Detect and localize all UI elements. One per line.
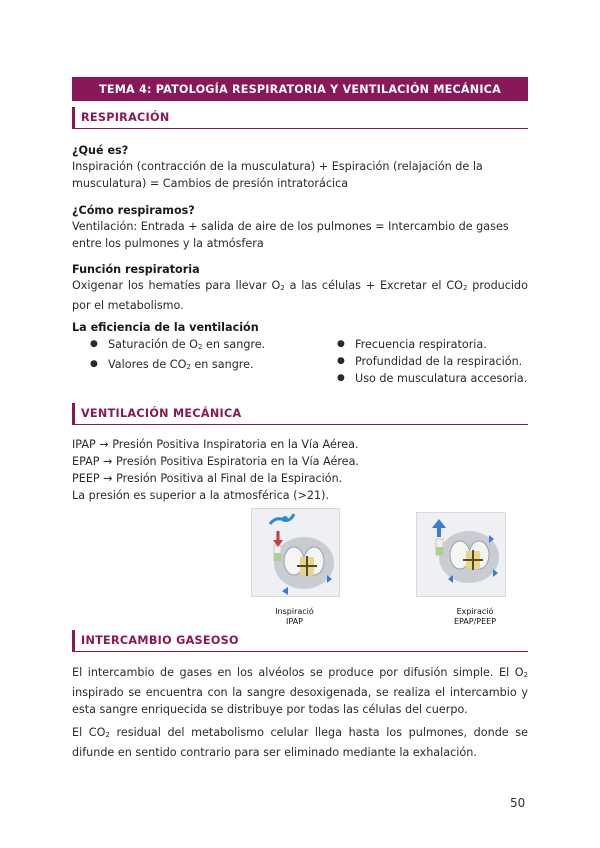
caption-line: EPAP/PEEP [453, 617, 497, 626]
paragraph-intercambio-2 [72, 724, 528, 761]
ventilacion-definitions [72, 436, 528, 504]
subtitle-funcion-respiratoria: Función respiratoria [72, 263, 200, 276]
list-item [90, 336, 320, 356]
text-run: Saturación de O [108, 338, 198, 351]
subtitle-que-es: ¿Qué es? [72, 144, 129, 157]
list-item: ● Profundidad de la respiración. [337, 353, 537, 370]
caption-line: IPAP [286, 617, 303, 626]
caption-expiration [440, 607, 510, 627]
caption-inspiration [251, 607, 338, 627]
subscript: 2 [523, 671, 528, 679]
list-item: ● Uso de musculatura accesoria. [337, 370, 537, 387]
page-number: 50 [510, 796, 526, 810]
subscript: 2 [198, 343, 203, 351]
list-item [90, 356, 320, 376]
paragraph-que-es: Inspiración (contracción de la musculatura) + Espiración (relajación de la musculatura) = Cambios de presión intratorácica [72, 160, 483, 190]
definition-line: PEEP → Presión Positiva al Final de la Espiración. [72, 472, 343, 485]
definition-line: La presión es superior a la atmosférica (>21). [72, 489, 330, 502]
caption-line: Inspiració [275, 607, 314, 616]
subscript: 2 [280, 284, 285, 292]
chapter-title: TEMA 4: PATOLOGÍA RESPIRATORIA Y VENTILACIÓN MECÁNICA [99, 82, 501, 96]
text-run: El intercambio de gases en los alvéolos se produce por difusión simple. El O [72, 666, 524, 679]
lung-expiration-icon [417, 513, 505, 596]
text-run: residual del metabolismo celular llega hasta los pulmones, donde se difunde en sentido contrario para ser eliminado mediante la exhalación. [72, 726, 528, 759]
section-heading-text: INTERCAMBIO GASEOSO [81, 634, 239, 647]
expiration-illustration [416, 512, 506, 597]
list-item: ● Frecuencia respiratoria. [337, 336, 537, 353]
text-run: producido por el metabolismo. [72, 279, 528, 312]
chapter-title-bar [72, 77, 528, 101]
text-run: El CO [72, 726, 106, 739]
subtitle-eficiencia: La eficiencia de la ventilación [72, 321, 259, 334]
text-run: en sangre. [202, 338, 266, 351]
definition-line: IPAP → Presión Positiva Inspiratoria en la Vía Aérea. [72, 438, 359, 451]
text-run: Valores de CO [108, 358, 187, 371]
subscript: 2 [462, 284, 468, 292]
subscript: 2 [186, 363, 191, 371]
text-run: en sangre. [190, 358, 254, 371]
lung-inspiration-icon [252, 509, 339, 596]
section-heading-respiracion [72, 107, 528, 129]
eficiencia-list-right [337, 336, 537, 387]
text-run: a las células + Excretar el CO [284, 279, 463, 292]
definition-line: EPAP → Presión Positiva Espiratoria en la Vía Aérea. [72, 455, 359, 468]
text-run: Oxigenar los hematíes para llevar O [72, 279, 281, 292]
section-heading-text: VENTILACIÓN MECÁNICA [81, 407, 242, 420]
section-heading-text: RESPIRACIÓN [81, 111, 170, 124]
section-heading-ventilacion [72, 403, 528, 425]
eficiencia-list-left [90, 336, 320, 376]
caption-line: Expiració [456, 607, 494, 616]
section-heading-intercambio [72, 630, 528, 652]
paragraph-funcion-respiratoria [72, 277, 528, 314]
subtitle-como-respiramos: ¿Cómo respiramos? [72, 204, 195, 217]
subscript: 2 [105, 731, 110, 739]
paragraph-como-respiramos: Ventilación: Entrada + salida de aire de los pulmones = Intercambio de gases entre los pulmones y la atmósfera [72, 220, 509, 250]
text-run: inspirado se encuentra con la sangre desoxigenada, se realiza el intercambio y esta sangre enriquecida se distribuye por todas las células del cuerpo. [72, 686, 528, 716]
paragraph-intercambio-1 [72, 664, 528, 718]
inspiration-illustration [251, 508, 340, 597]
